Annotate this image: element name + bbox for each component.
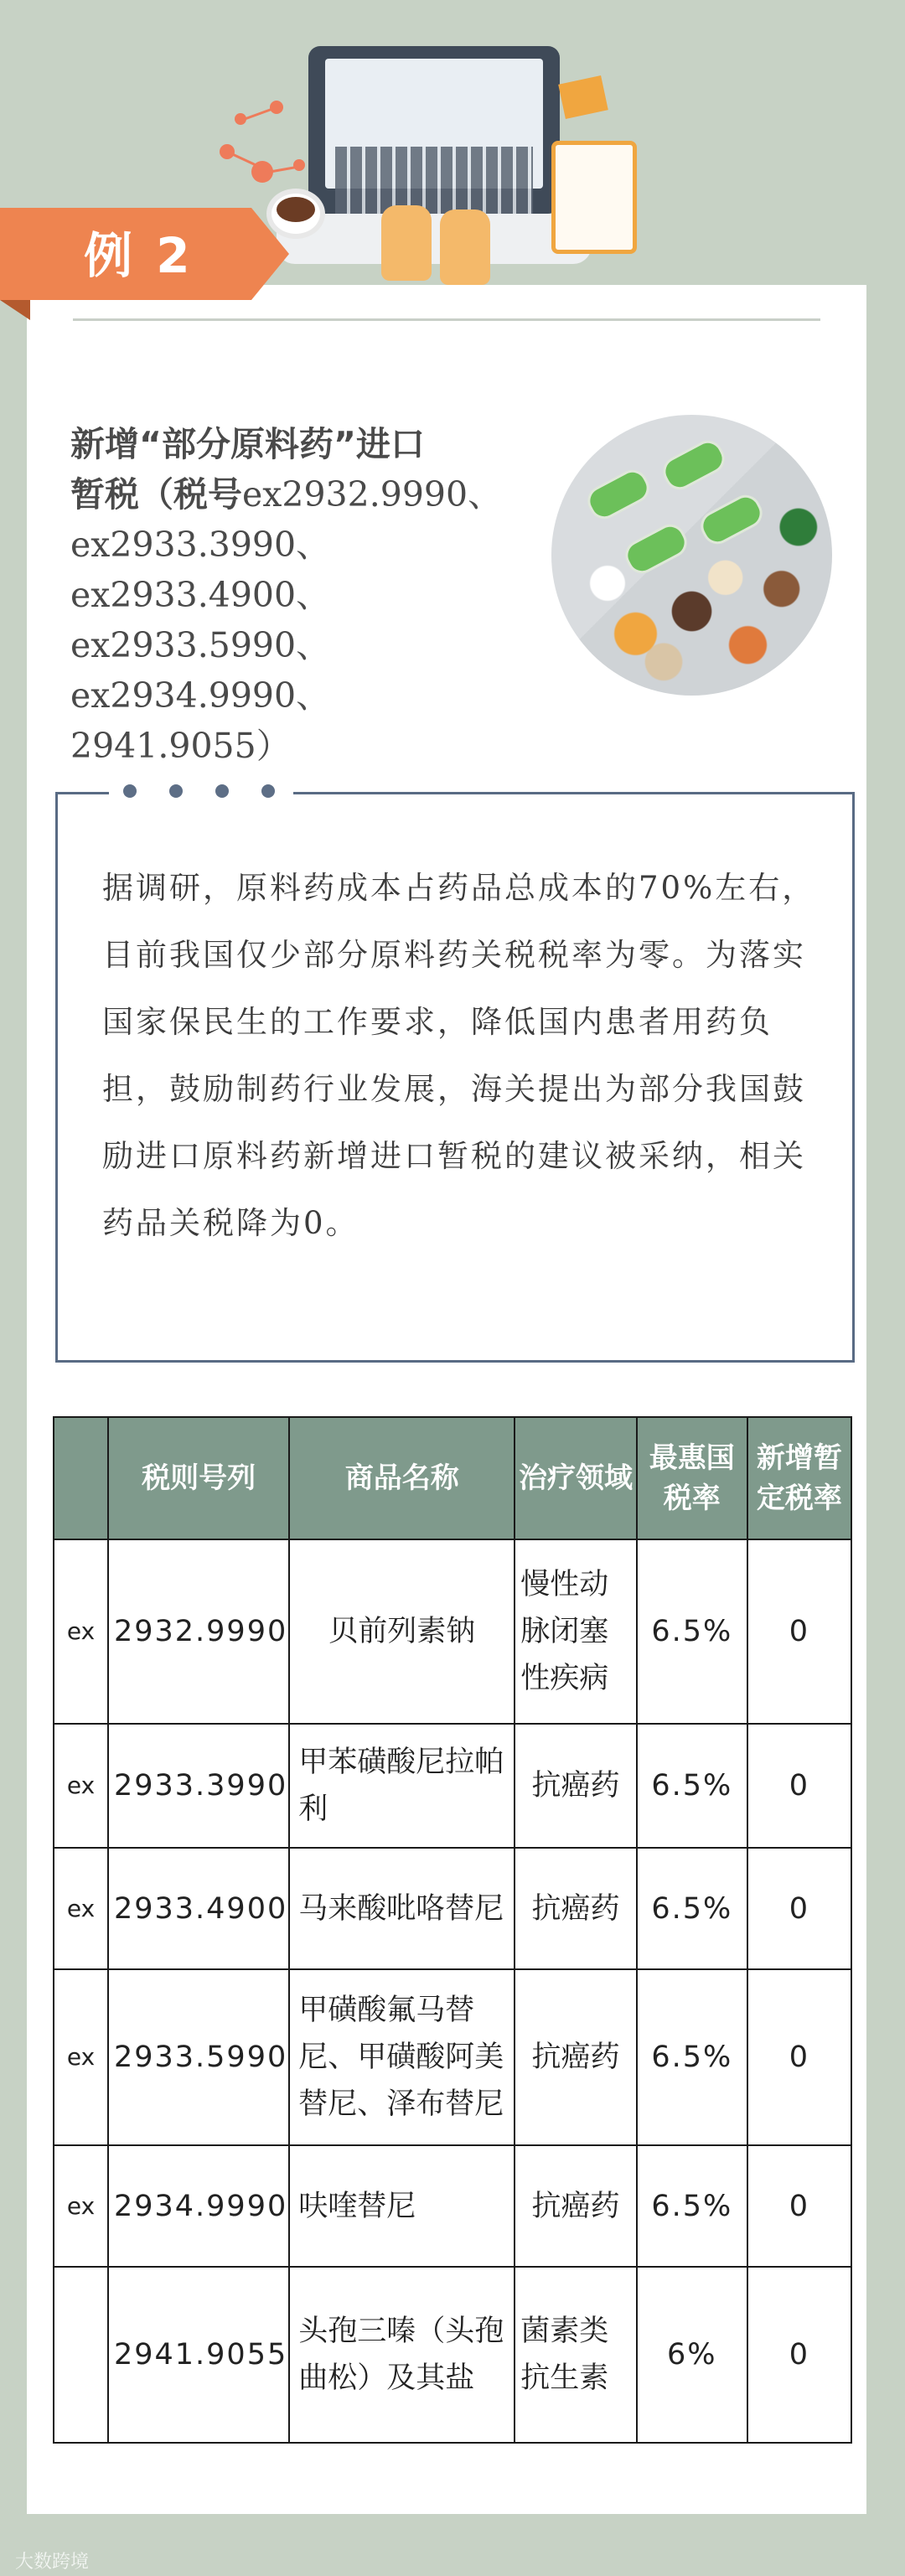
cell-mfn-rate: 6.5% bbox=[637, 1724, 747, 1848]
tariff-table bbox=[53, 1416, 852, 2444]
cell-name: 甲磺酸氟马替尼、甲磺酸阿美替尼、泽布替尼 bbox=[289, 1969, 515, 2145]
cell-new-rate: 0 bbox=[747, 1539, 851, 1724]
molecule-node bbox=[293, 159, 305, 171]
cell-mfn-rate: 6.5% bbox=[637, 1539, 747, 1724]
cell-field: 抗癌药 bbox=[515, 1969, 636, 2145]
watermark-logo: 大数跨境 bbox=[15, 2552, 90, 2573]
dot-icon bbox=[123, 784, 137, 798]
table-row bbox=[54, 1724, 851, 1848]
cell-code: 2934.9990 bbox=[108, 2145, 289, 2267]
cell-code: 2933.3990 bbox=[108, 1724, 289, 1848]
heading-line: 暂税（税号ex2932.9990、 bbox=[70, 474, 503, 515]
cell-name: 马来酸吡咯替尼 bbox=[289, 1848, 515, 1969]
molecule-bond bbox=[227, 151, 259, 168]
table-row bbox=[54, 1969, 851, 2145]
cell-field: 抗癌药 bbox=[515, 2145, 636, 2267]
cell-prefix: ex bbox=[54, 1539, 108, 1724]
cell-new-rate: 0 bbox=[747, 2145, 851, 2267]
dot-icon bbox=[169, 784, 183, 798]
cell-field: 抗癌药 bbox=[515, 1848, 636, 1969]
cell-mfn-rate: 6.5% bbox=[637, 1848, 747, 1969]
cell-code: 2933.5990 bbox=[108, 1969, 289, 2145]
cell-name: 头孢三嗪（头孢曲松）及其盐 bbox=[289, 2267, 515, 2443]
folder-icon bbox=[558, 75, 608, 119]
heading-line: 新增“部分原料药”进口 bbox=[70, 424, 425, 464]
cell-name: 呋喹替尼 bbox=[289, 2145, 515, 2267]
cell-code: 2932.9990 bbox=[108, 1539, 289, 1724]
keyboard-icon bbox=[335, 147, 533, 214]
cell-code: 2941.9055 bbox=[108, 2267, 289, 2443]
table-row bbox=[54, 2267, 851, 2443]
header-field: 治疗领域 bbox=[515, 1417, 636, 1539]
cell-name: 贝前列素钠 bbox=[289, 1539, 515, 1724]
divider bbox=[73, 318, 820, 321]
table-row bbox=[54, 2145, 851, 2267]
heading-line: 2941.9055） bbox=[70, 726, 291, 766]
dot-icon bbox=[261, 784, 275, 798]
cell-new-rate: 0 bbox=[747, 1969, 851, 2145]
right-hand-icon bbox=[440, 209, 490, 285]
cell-code: 2933.4900 bbox=[108, 1848, 289, 1969]
header-code: 税则号列 bbox=[108, 1417, 289, 1539]
header-new-rate: 新增暂定税率 bbox=[747, 1417, 851, 1539]
section-heading bbox=[70, 419, 548, 771]
dot-icon bbox=[215, 784, 229, 798]
cell-field: 抗癌药 bbox=[515, 1724, 636, 1848]
clipboard-chart-icon bbox=[551, 141, 637, 254]
table-header-row bbox=[54, 1417, 851, 1539]
heading-line: ex2933.5990、ex2934.9990、 bbox=[70, 625, 331, 716]
cell-field: 菌素类抗生素 bbox=[515, 2267, 636, 2443]
cell-name: 甲苯磺酸尼拉帕利 bbox=[289, 1724, 515, 1848]
cell-mfn-rate: 6.5% bbox=[637, 2145, 747, 2267]
cell-mfn-rate: 6.5% bbox=[637, 1969, 747, 2145]
molecule-bond bbox=[240, 108, 272, 122]
heading-line: ex2933.3990、ex2933.4900、 bbox=[70, 525, 331, 615]
table-row bbox=[54, 1539, 851, 1724]
cell-prefix: ex bbox=[54, 1724, 108, 1848]
header-mfn-rate: 最惠国税率 bbox=[637, 1417, 747, 1539]
header-prefix bbox=[54, 1417, 108, 1539]
cell-new-rate: 0 bbox=[747, 1724, 851, 1848]
cell-prefix bbox=[54, 2267, 108, 2443]
left-hand-icon bbox=[381, 205, 432, 281]
banner-fold bbox=[0, 300, 30, 320]
cell-new-rate: 0 bbox=[747, 1848, 851, 1969]
cell-prefix: ex bbox=[54, 1848, 108, 1969]
table-row bbox=[54, 1848, 851, 1969]
laptop-base bbox=[277, 214, 592, 264]
cell-prefix: ex bbox=[54, 1969, 108, 2145]
cell-prefix: ex bbox=[54, 2145, 108, 2267]
coffee-icon bbox=[277, 197, 315, 222]
cell-mfn-rate: 6% bbox=[637, 2267, 747, 2443]
body-paragraph: 据调研，原料药成本占药品总成本的70%左右，目前我国仅少部分原料药关税税率为零。为落实国家保民生的工作要求，降低国内患者用药负担，鼓励制药行业发展，海关提出为部分我国鼓励进口原料药新增进口暂税的建议被采纳，相关药品关税降为0。 bbox=[102, 870, 816, 1241]
example-label: 例 2 bbox=[84, 227, 194, 284]
cell-field: 慢性动脉闭塞性疾病 bbox=[515, 1539, 636, 1724]
cell-new-rate: 0 bbox=[747, 2267, 851, 2443]
molecule-node bbox=[270, 101, 283, 114]
header-name: 商品名称 bbox=[289, 1417, 515, 1539]
